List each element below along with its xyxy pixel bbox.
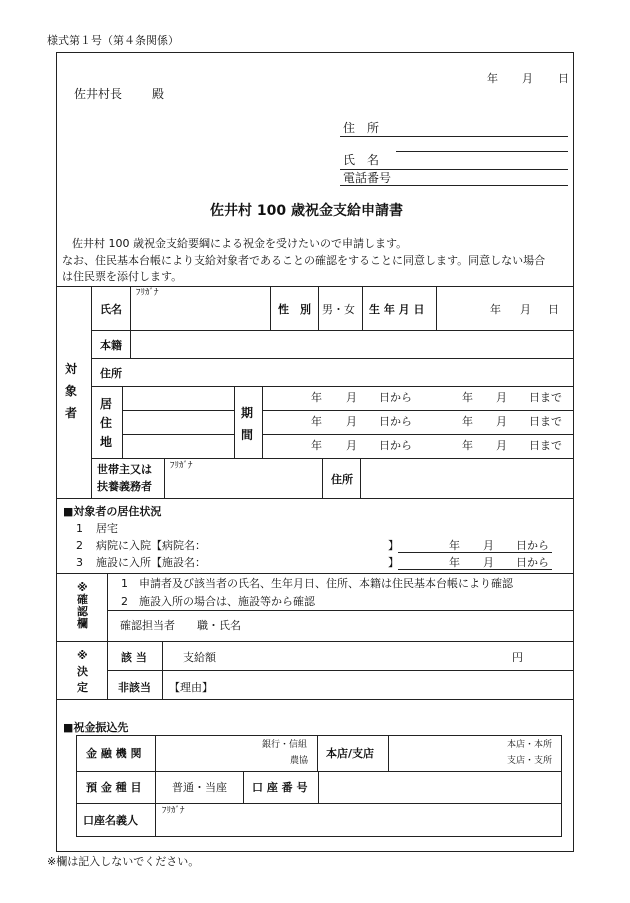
period3-from: 日から — [379, 439, 412, 452]
table-rule — [262, 434, 574, 435]
form-reference: 様式第１号（第４条関係） — [47, 34, 179, 47]
table-rule — [56, 699, 574, 700]
householder-furigana: ﾌﾘｶﾞﾅ — [170, 461, 193, 471]
period3-year-to: 年 — [462, 439, 473, 452]
intro-line-3: は住民票を添付します。 — [62, 270, 183, 283]
table-rule — [398, 552, 552, 553]
status-item-3-year: 年 — [449, 556, 460, 569]
householder-address-label: 住所 — [331, 473, 353, 486]
transfer-holder-furigana: ﾌﾘｶﾞﾅ — [162, 806, 185, 816]
transfer-branch-opts-2: 支店・支所 — [507, 756, 553, 766]
table-rule — [76, 836, 562, 837]
period2-month-to: 月 — [496, 415, 507, 428]
status-item-1-num: 1 — [76, 522, 83, 535]
subject-name-label: 氏名 — [100, 303, 122, 316]
status-item-1-text: 居宅 — [96, 522, 118, 535]
subject-sex-label: 性 別 — [278, 303, 311, 316]
subject-residence-label: 居 住 地 — [100, 397, 113, 449]
table-rule — [122, 434, 234, 435]
table-rule — [91, 386, 574, 387]
table-rule — [317, 735, 318, 771]
table-rule — [130, 286, 131, 358]
period1-year-from: 年 — [311, 391, 322, 404]
table-rule — [362, 286, 363, 330]
table-rule — [56, 641, 574, 642]
decision-not-applicable: 非該当 — [118, 681, 151, 694]
period2-year-from: 年 — [311, 415, 322, 428]
transfer-branch-label: 本店/支店 — [326, 747, 375, 760]
applicant-phone-line[interactable] — [340, 185, 568, 186]
transfer-account-no-label: 口 座 番 号 — [252, 781, 308, 794]
applicant-name-line[interactable] — [340, 169, 568, 170]
table-rule — [270, 286, 271, 330]
birth-month: 月 — [520, 303, 531, 316]
table-rule — [76, 803, 562, 804]
transfer-branch-opts-1: 本店・本所 — [507, 740, 553, 750]
transfer-heading: ■祝金振込先 — [63, 721, 129, 734]
status-item-3-month: 月 — [483, 556, 494, 569]
period2-until: 日まで — [529, 415, 562, 428]
table-rule — [360, 458, 361, 498]
table-rule — [398, 569, 552, 570]
subject-honseki-label: 本籍 — [100, 339, 122, 352]
table-rule — [56, 573, 574, 574]
period1-month-to: 月 — [496, 391, 507, 404]
period3-until: 日まで — [529, 439, 562, 452]
date-month: 月 — [522, 72, 533, 85]
status-item-3-num: 3 — [76, 556, 83, 569]
form-frame — [56, 52, 574, 852]
status-item-2-month: 月 — [483, 539, 494, 552]
subject-section-label: 対 象 者 — [65, 362, 78, 420]
period3-year-from: 年 — [311, 439, 322, 452]
footer-note: ※欄は記入しないでください。 — [47, 855, 200, 868]
status-item-2-bracket: 】 — [388, 539, 399, 552]
table-rule — [318, 286, 319, 330]
table-rule — [91, 286, 92, 498]
subject-address-label: 住所 — [100, 367, 122, 380]
decision-amount-label: 支給額 — [183, 651, 216, 664]
applicant-address-line[interactable] — [340, 136, 568, 137]
table-rule — [322, 458, 323, 498]
table-rule — [164, 458, 165, 498]
table-rule — [91, 330, 574, 331]
decision-reason: 【理由】 — [169, 681, 213, 694]
applicant-phone-label: 電話番号 — [343, 171, 392, 185]
period2-year-to: 年 — [462, 415, 473, 428]
table-rule — [561, 735, 562, 836]
table-rule — [76, 735, 562, 736]
table-rule — [107, 610, 574, 611]
transfer-bank-types-1: 銀行・信組 — [262, 740, 308, 750]
date-day: 日 — [558, 72, 569, 85]
form-title: 佐井村 100 歳祝金支給申請書 — [210, 203, 403, 219]
table-rule — [234, 386, 235, 458]
table-rule — [155, 735, 156, 836]
table-rule — [56, 498, 574, 499]
table-rule — [436, 286, 437, 330]
table-rule — [262, 386, 263, 458]
addressee-name: 佐井村長 — [74, 87, 123, 101]
table-rule — [107, 670, 574, 671]
confirmation-item-1: 1 申請者及び該当者の氏名、生年月日、住所、本籍は住民基本台帳により確認 — [121, 577, 513, 590]
table-rule — [243, 771, 244, 803]
birth-day: 日 — [548, 303, 559, 316]
status-item-2-text: 病院に入院【病院名： — [96, 539, 206, 552]
period2-month-from: 月 — [346, 415, 357, 428]
status-item-3-from: 日から — [516, 556, 549, 569]
householder-label-2: 扶養義務者 — [97, 480, 152, 493]
table-rule — [76, 771, 562, 772]
transfer-holder-label: 口座名義人 — [83, 814, 138, 827]
period1-year-to: 年 — [462, 391, 473, 404]
transfer-bank-types-2: 農協 — [290, 756, 309, 766]
period3-month-to: 月 — [496, 439, 507, 452]
confirmation-item-2: 2 施設入所の場合は、施設等から確認 — [121, 595, 315, 608]
status-item-3-text: 施設に入所【施設名： — [96, 556, 206, 569]
transfer-account-type-value[interactable]: 普通・当座 — [172, 781, 227, 794]
intro-line-1: 佐井村 100 歳祝金支給要綱による祝金を受けたいので申請します。 — [72, 237, 408, 250]
date-year: 年 — [487, 72, 498, 85]
subject-sex-options[interactable]: 男・女 — [322, 303, 355, 316]
table-rule — [91, 358, 574, 359]
status-item-2-year: 年 — [449, 539, 460, 552]
decision-yen: 円 — [512, 651, 523, 664]
table-rule — [122, 410, 234, 411]
table-rule — [262, 410, 574, 411]
applicant-name-topline — [396, 151, 568, 152]
table-rule — [76, 735, 77, 836]
transfer-account-type-label: 預 金 種 目 — [86, 781, 142, 794]
table-rule — [107, 573, 108, 699]
table-rule — [122, 386, 123, 458]
status-item-2-from: 日から — [516, 539, 549, 552]
intro-line-2: なお、住民基本台帳により支給対象者であることの確認をすることに同意します。同意しない場合 — [62, 254, 546, 267]
period3-month-from: 月 — [346, 439, 357, 452]
transfer-bank-label: 金 融 機 関 — [86, 747, 142, 760]
addressee-honorific: 殿 — [152, 87, 165, 101]
subject-furigana: ﾌﾘｶﾞﾅ — [136, 288, 159, 298]
residence-status-heading: ■対象者の居住状況 — [63, 505, 162, 518]
decision-label: ※ 決 定 — [77, 649, 88, 694]
confirmation-label: ※ 確 認 欄 — [77, 581, 88, 630]
table-rule — [318, 771, 319, 803]
table-rule — [56, 286, 574, 287]
subject-period-label: 期 間 — [241, 406, 254, 442]
period1-until: 日まで — [529, 391, 562, 404]
applicant-name-label: 氏 名 — [343, 153, 380, 167]
householder-label-1: 世帯主又は — [97, 463, 152, 476]
birth-year: 年 — [490, 303, 501, 316]
confirmation-staff: 確認担当者 職・氏名 — [120, 619, 241, 632]
period2-from: 日から — [379, 415, 412, 428]
period1-from: 日から — [379, 391, 412, 404]
decision-applicable: 該 当 — [121, 651, 147, 664]
subject-birth-label: 生 年 月 日 — [369, 303, 425, 316]
period1-month-from: 月 — [346, 391, 357, 404]
status-item-2-num: 2 — [76, 539, 83, 552]
table-rule — [388, 735, 389, 771]
status-item-3-bracket: 】 — [388, 556, 399, 569]
applicant-address-label: 住 所 — [343, 121, 380, 135]
